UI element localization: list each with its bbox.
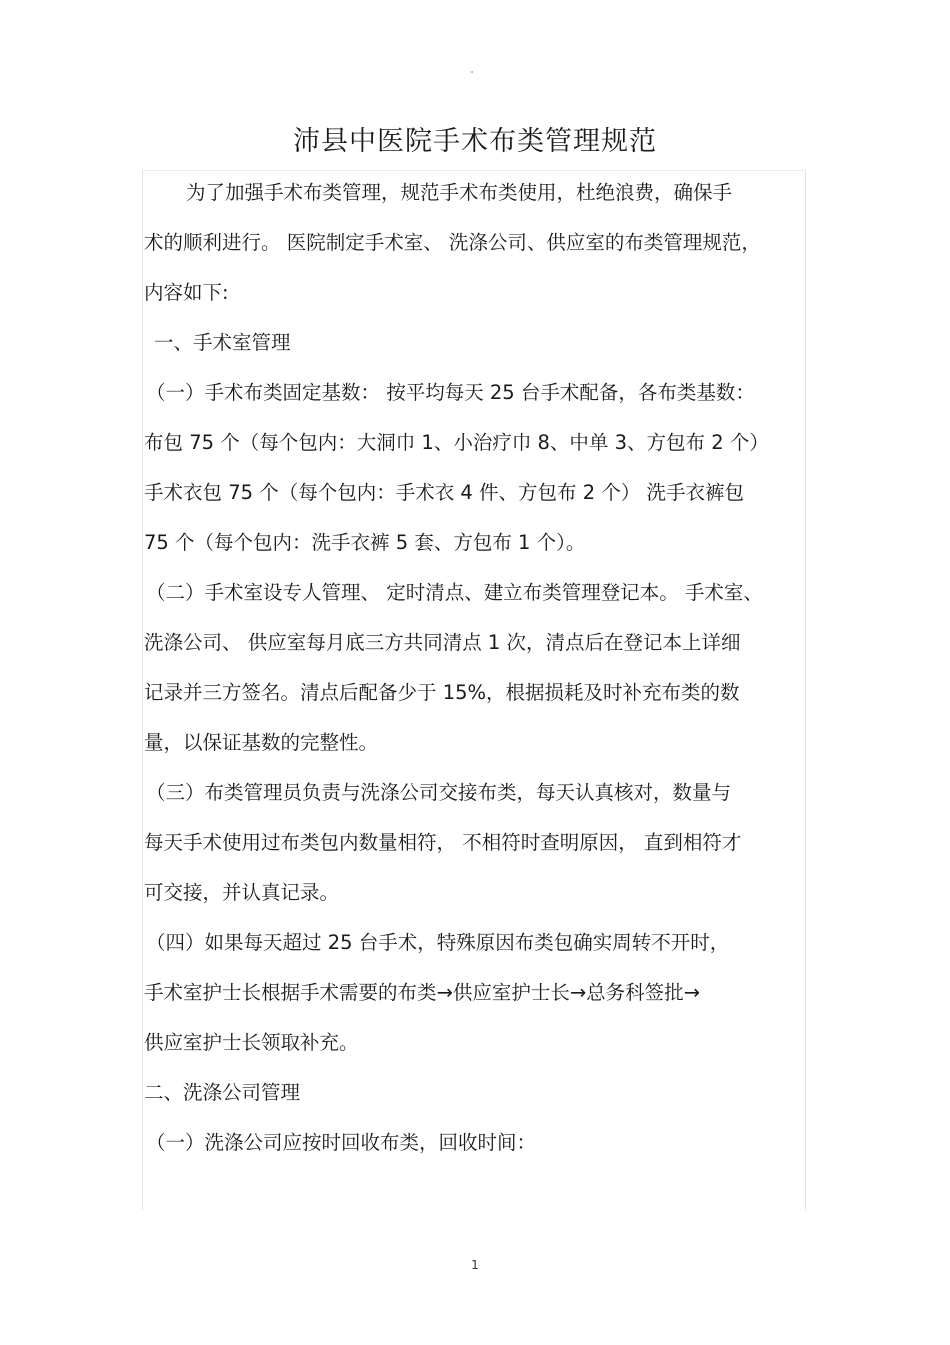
paragraph-line: 75 个（每个包内：洗手衣裤 5 套、方包布 1 个）。 bbox=[144, 531, 586, 554]
paragraph-line: 术的顺利进行。 医院制定手术室、 洗涤公司、供应室的布类管理规范， bbox=[144, 231, 761, 254]
paragraph-line: 可交接，并认真记录。 bbox=[144, 881, 340, 904]
paragraph-line: 内容如下: bbox=[144, 281, 229, 304]
paragraph-line: 洗涤公司、 供应室每月底三方共同清点 1 次，清点后在登记本上详细 bbox=[144, 631, 741, 654]
document-title: 沛县中医院手术布类管理规范 bbox=[293, 126, 657, 157]
paragraph-line: （一）洗涤公司应按时回收布类，回收时间： bbox=[146, 1131, 537, 1154]
header-mark: " bbox=[470, 70, 474, 79]
page-number: 1 bbox=[471, 1258, 479, 1272]
paragraph-line: （四）如果每天超过 25 台手术，特殊原因布类包确实周转不开时， bbox=[146, 931, 730, 954]
paragraph-line: 量，以保证基数的完整性。 bbox=[144, 731, 379, 754]
paragraph-line: 每天手术使用过布类包内数量相符， 不相符时查明原因， 直到相符才 bbox=[144, 831, 742, 854]
paragraph-line: （三）布类管理员负责与洗涤公司交接布类，每天认真核对，数量与 bbox=[146, 781, 732, 804]
paragraph-line: （二）手术室设专人管理、 定时清点、建立布类管理登记本。 手术室、 bbox=[146, 581, 763, 604]
section-heading: 二、洗涤公司管理 bbox=[144, 1081, 301, 1104]
section-heading: 一、手术室管理 bbox=[154, 331, 291, 354]
paragraph-line: 布包 75 个（每个包内：大洞巾 1、小治疗巾 8、中单 3、方包布 2 个） bbox=[144, 431, 769, 454]
document-body bbox=[144, 168, 806, 1168]
paragraph-line: （一）手术布类固定基数： 按平均每天 25 台手术配备，各布类基数： bbox=[146, 381, 755, 404]
paragraph-line: 供应室护士长领取补充。 bbox=[144, 1031, 359, 1054]
paragraph-line: 为了加强手术布类管理，规范手术布类使用，杜绝浪费，确保手 bbox=[186, 181, 733, 204]
paragraph-line: 手术室护士长根据手术需要的布类→供应室护士长→总务科签批→ bbox=[144, 981, 701, 1004]
paragraph-line: 记录并三方签名。清点后配备少于 15%，根据损耗及时补充布类的数 bbox=[144, 681, 740, 704]
paragraph-line: 手术衣包 75 个（每个包内：手术衣 4 件、方包布 2 个） 洗手衣裤包 bbox=[144, 481, 745, 504]
